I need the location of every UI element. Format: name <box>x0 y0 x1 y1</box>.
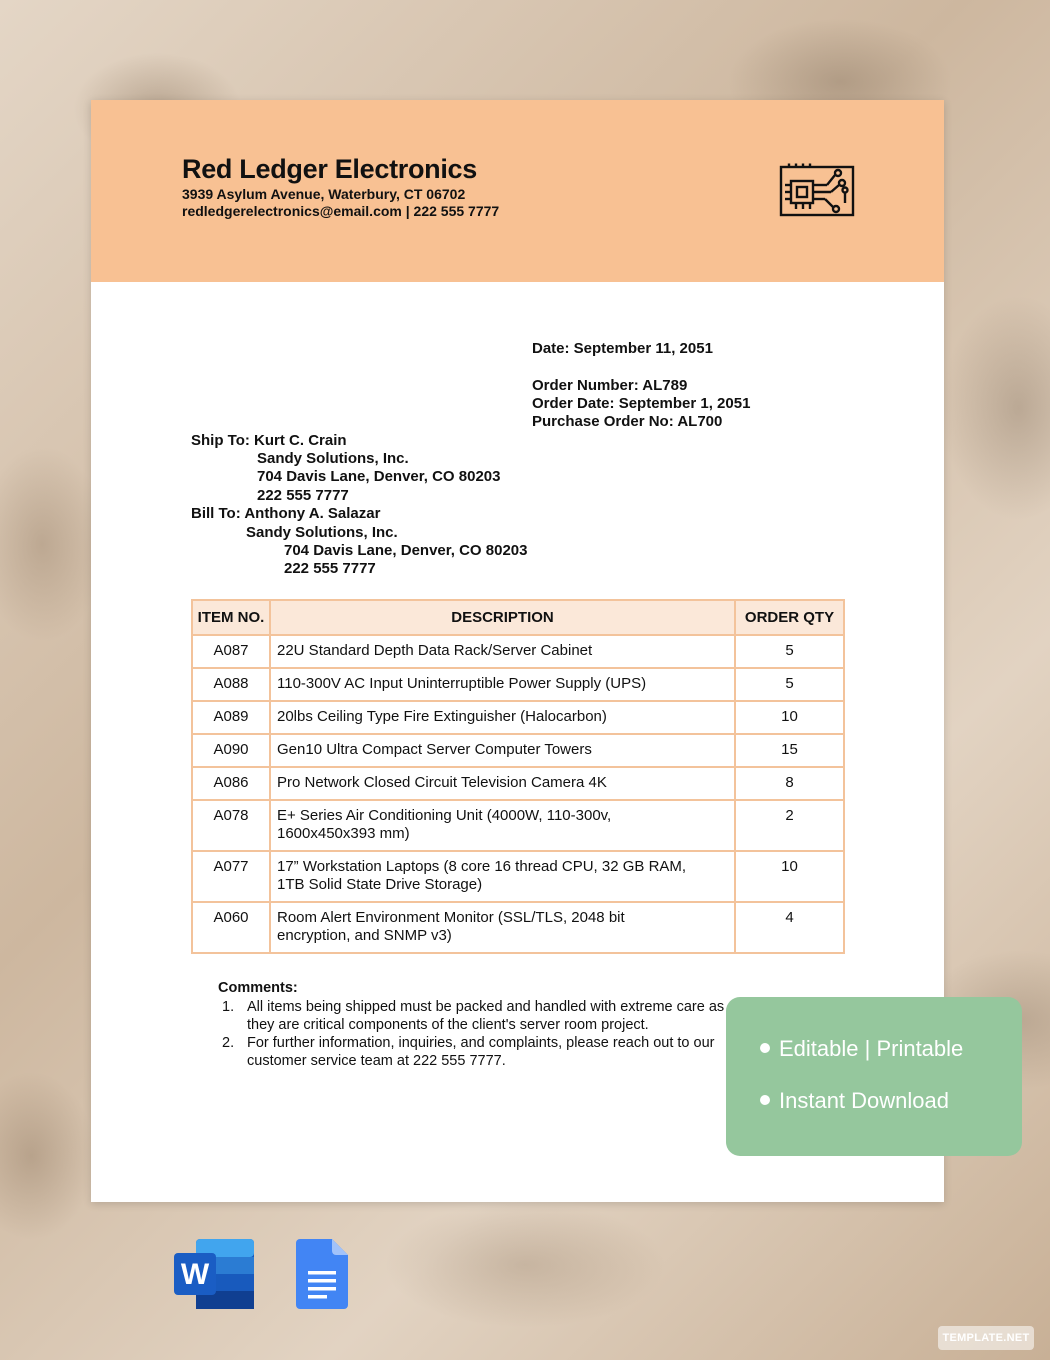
item-description-text: Gen10 Ultra Compact Server Computer Towers <box>277 741 592 758</box>
table-row <box>192 767 844 800</box>
item-qty: 8 <box>735 767 844 800</box>
comment-number: 1. <box>222 999 235 1015</box>
item-number: A087 <box>192 635 270 668</box>
ship-to-company: Sandy Solutions, Inc. <box>257 450 409 467</box>
document-header <box>91 100 944 282</box>
header-item-no: ITEM NO. <box>192 600 270 635</box>
table-row <box>192 851 844 902</box>
comment-item <box>218 1034 738 1070</box>
item-description-text: 20lbs Ceiling Type Fire Extinguisher (Halocarbon) <box>277 708 607 725</box>
comment-number: 2. <box>222 1035 235 1051</box>
item-description <box>270 767 735 800</box>
company-address: 3939 Asylum Avenue, Waterbury, CT 06702 <box>182 186 466 202</box>
item-description <box>270 851 735 902</box>
item-description-text: Pro Network Closed Circuit Television Camera 4K <box>277 774 607 791</box>
circuit-board-icon <box>779 163 855 219</box>
company-contact: redledgerelectronics@email.com | 222 555 7777 <box>182 203 500 219</box>
order-date-line: Date: September 11, 2051 <box>532 340 713 357</box>
item-qty: 5 <box>735 668 844 701</box>
item-number: A089 <box>192 701 270 734</box>
table-row <box>192 902 844 953</box>
comments-title: Comments: <box>218 980 298 996</box>
table-row <box>192 734 844 767</box>
google-docs-icon[interactable] <box>296 1239 348 1309</box>
ship-to-phone: 222 555 7777 <box>257 487 349 504</box>
table-row <box>192 701 844 734</box>
bullet-icon <box>760 1043 770 1053</box>
item-number: A077 <box>192 851 270 902</box>
badge-feature-editable <box>760 1036 963 1062</box>
item-description-text: E+ Series Air Conditioning Unit (4000W, 110-300v, <box>277 807 612 824</box>
item-description <box>270 668 735 701</box>
item-description-text: Room Alert Environment Monitor (SSL/TLS, 2048 bit <box>277 909 625 926</box>
item-qty: 15 <box>735 734 844 767</box>
features-badge <box>726 997 1022 1156</box>
item-description-text-2: 1TB Solid State Drive Storage) <box>277 876 483 893</box>
bullet-icon <box>760 1095 770 1105</box>
order-date: Order Date: September 1, 2051 <box>532 395 751 412</box>
badge-line-1: Editable | Printable <box>779 1036 964 1061</box>
comment-text: For further information, inquiries, and complaints, please reach out to our customer service team at 222 555 7777. <box>247 1035 715 1069</box>
item-qty: 4 <box>735 902 844 953</box>
item-qty: 5 <box>735 635 844 668</box>
badge-line-2: Instant Download <box>779 1088 949 1113</box>
watermark: TEMPLATE.NET <box>938 1326 1034 1350</box>
bill-to-address: 704 Davis Lane, Denver, CO 80203 <box>284 542 528 559</box>
purchase-order-number: Purchase Order No: AL700 <box>532 413 723 430</box>
table-header-row <box>192 600 844 635</box>
company-name: Red Ledger Electronics <box>182 154 477 184</box>
item-description-text: 110-300V AC Input Uninterruptible Power Supply (UPS) <box>277 675 647 692</box>
item-qty: 10 <box>735 701 844 734</box>
header-order-qty: ORDER QTY <box>735 600 844 635</box>
bill-to-phone: 222 555 7777 <box>284 560 376 577</box>
item-number: A078 <box>192 800 270 851</box>
item-description <box>270 902 735 953</box>
microsoft-word-icon[interactable] <box>174 1239 254 1309</box>
table-row <box>192 668 844 701</box>
item-description-text: 17” Workstation Laptops (8 core 16 thread CPU, 32 GB RAM, <box>277 858 687 875</box>
item-description <box>270 701 735 734</box>
table-row <box>192 635 844 668</box>
item-number: A086 <box>192 767 270 800</box>
item-qty: 2 <box>735 800 844 851</box>
comment-item <box>218 998 738 1034</box>
item-description <box>270 734 735 767</box>
item-number: A088 <box>192 668 270 701</box>
order-number: Order Number: AL789 <box>532 377 688 394</box>
item-description-text-2: 1600x450x393 mm) <box>277 825 410 842</box>
comments-list <box>218 998 738 1070</box>
item-description <box>270 800 735 851</box>
item-description-text-2: encryption, and SNMP v3) <box>277 927 452 944</box>
item-number: A090 <box>192 734 270 767</box>
item-number: A060 <box>192 902 270 953</box>
item-description <box>270 635 735 668</box>
badge-feature-download <box>760 1088 949 1114</box>
ship-to-name: Ship To: Kurt C. Crain <box>191 432 347 449</box>
comment-text: All items being shipped must be packed and handled with extreme care as they are critical components of the client's server room project. <box>247 999 725 1033</box>
table-row <box>192 800 844 851</box>
order-items-table <box>191 599 845 954</box>
bill-to-name: Bill To: Anthony A. Salazar <box>191 505 381 522</box>
header-description: DESCRIPTION <box>270 600 735 635</box>
item-qty: 10 <box>735 851 844 902</box>
svg-text:W: W <box>180 1258 210 1291</box>
ship-to-address: 704 Davis Lane, Denver, CO 80203 <box>257 468 501 485</box>
item-description-text: 22U Standard Depth Data Rack/Server Cabinet <box>277 642 593 659</box>
bill-to-company: Sandy Solutions, Inc. <box>246 524 398 541</box>
